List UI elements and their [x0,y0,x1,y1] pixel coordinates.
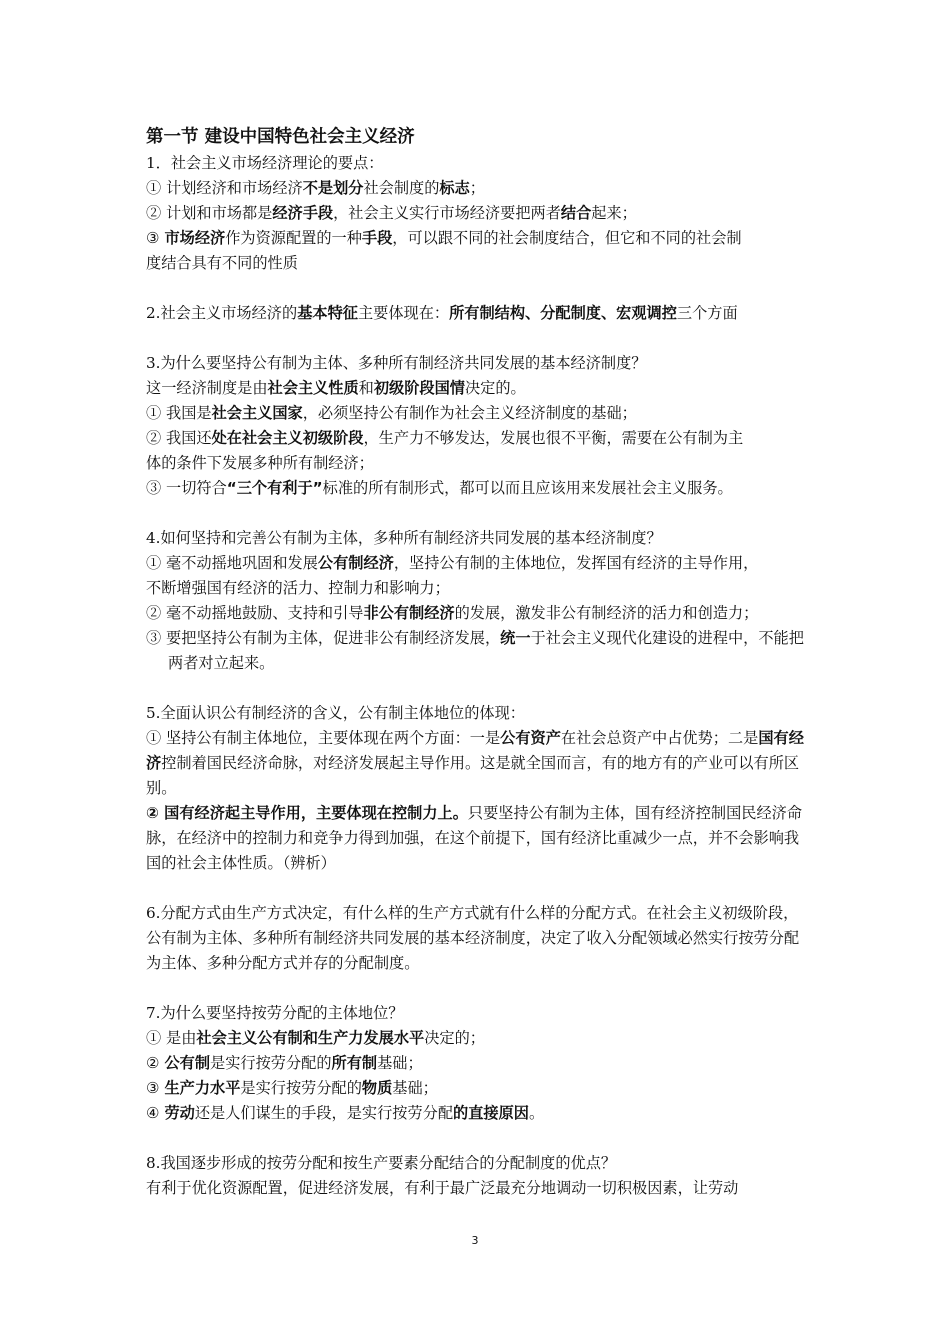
q3-item-1: ① 我国是社会主义国家，必须坚持公有制作为社会主义经济制度的基础； [146,404,637,422]
q5-item-2: ② 国有经济起主导作用，主要体现在控制力上。只要坚持公有制为主体，国有经济控制国民经济命脉，在经济中的控制力和竞争力得到加强，在这个前提下，国有经济比重减少一点，并不会影响我国的社会主体性质。（辨析） [146,804,803,872]
q7-item-4: ④ 劳动还是人们谋生的手段，是实行按劳分配的直接原因。 [146,1104,545,1122]
q4-heading: 4.如何坚持和完善公有制为主体，多种所有制经济共同发展的基本经济制度？ [146,529,662,547]
q5-item-1: ① 坚持公有制主体地位，主要体现在两个方面：一是公有资产在社会总资产中占优势；二是国有经济控制着国民经济命脉，对经济发展起主导作用。这是就全国而言，有的地方有的产业可以有所区别。 [146,729,804,797]
q8-heading: 8.我国逐步形成的按劳分配和按生产要素分配结合的分配制度的优点？ [146,1154,617,1172]
q2-paragraph: 2.社会主义市场经济的基本特征主要体现在：所有制结构、分配制度、宏观调控三个方面 [146,304,738,322]
q1-item-2: ② 计划和市场都是经济手段，社会主义实行市场经济要把两者结合起来； [146,204,637,222]
page-number: 3 [471,1234,479,1247]
q4-item-2: ② 毫不动摇地鼓励、支持和引导非公有制经济的发展，激发非公有制经济的活力和创造力； [146,604,759,622]
q7-heading: 7.为什么要坚持按劳分配的主体地位？ [146,1004,404,1022]
q4-item-3: ③ 要把坚持公有制为主体，促进非公有制经济发展，统一于社会主义现代化建设的进程中，不能把两者对立起来。 [146,629,804,672]
document-body [146,124,808,1201]
q3-intro: 这一经济制度是由社会主义性质和初级阶段国情决定的。 [146,379,526,397]
q1-item-3-cont: 度结合具有不同的性质 [146,254,298,272]
q3-heading: 3.为什么要坚持公有制为主体、多种所有制经济共同发展的基本经济制度？ [146,354,647,372]
q7-item-3: ③ 生产力水平是实行按劳分配的物质基础； [146,1079,438,1097]
q7-item-1: ① 是由社会主义公有制和生产力发展水平决定的； [146,1029,485,1047]
q1-item-1: ① 计划经济和市场经济不是划分社会制度的标志； [146,179,485,197]
q6-paragraph: 6.分配方式由生产方式决定，有什么样的生产方式就有什么样的分配方式。在社会主义初级阶段，公有制为主体、多种所有制经济共同发展的基本经济制度，决定了收入分配领域必然实行按劳分配为主体、多种分配方式并存的分配制度。 [146,904,800,972]
q8-body: 有利于优化资源配置，促进经济发展，有利于最广泛最充分地调动一切积极因素，让劳动 [146,1179,739,1197]
q4-item-1-cont: 不断增强国有经济的活力、控制力和影响力； [146,579,450,597]
q4-item-1: ① 毫不动摇地巩固和发展公有制经济，坚持公有制的主体地位，发挥国有经济的主导作用， [146,554,759,572]
q3-item-3: ③ 一切符合“三个有利于”标准的所有制形式，都可以而且应该用来发展社会主义服务。 [146,479,733,497]
q1-heading: 1．社会主义市场经济理论的要点： [146,154,384,172]
q3-item-2-cont: 体的条件下发展多种所有制经济； [146,454,374,472]
q3-item-2: ② 我国还处在社会主义初级阶段，生产力不够发达，发展也很不平衡，需要在公有制为主 [146,429,744,447]
q5-heading: 5.全面认识公有制经济的含义，公有制主体地位的体现： [146,704,525,722]
q1-item-3: ③ 市场经济作为资源配置的一种手段，可以跟不同的社会制度结合，但它和不同的社会制 [146,229,742,247]
q7-item-2: ② 公有制是实行按劳分配的所有制基础； [146,1054,423,1072]
section-title: 第一节 建设中国特色社会主义经济 [146,127,415,147]
